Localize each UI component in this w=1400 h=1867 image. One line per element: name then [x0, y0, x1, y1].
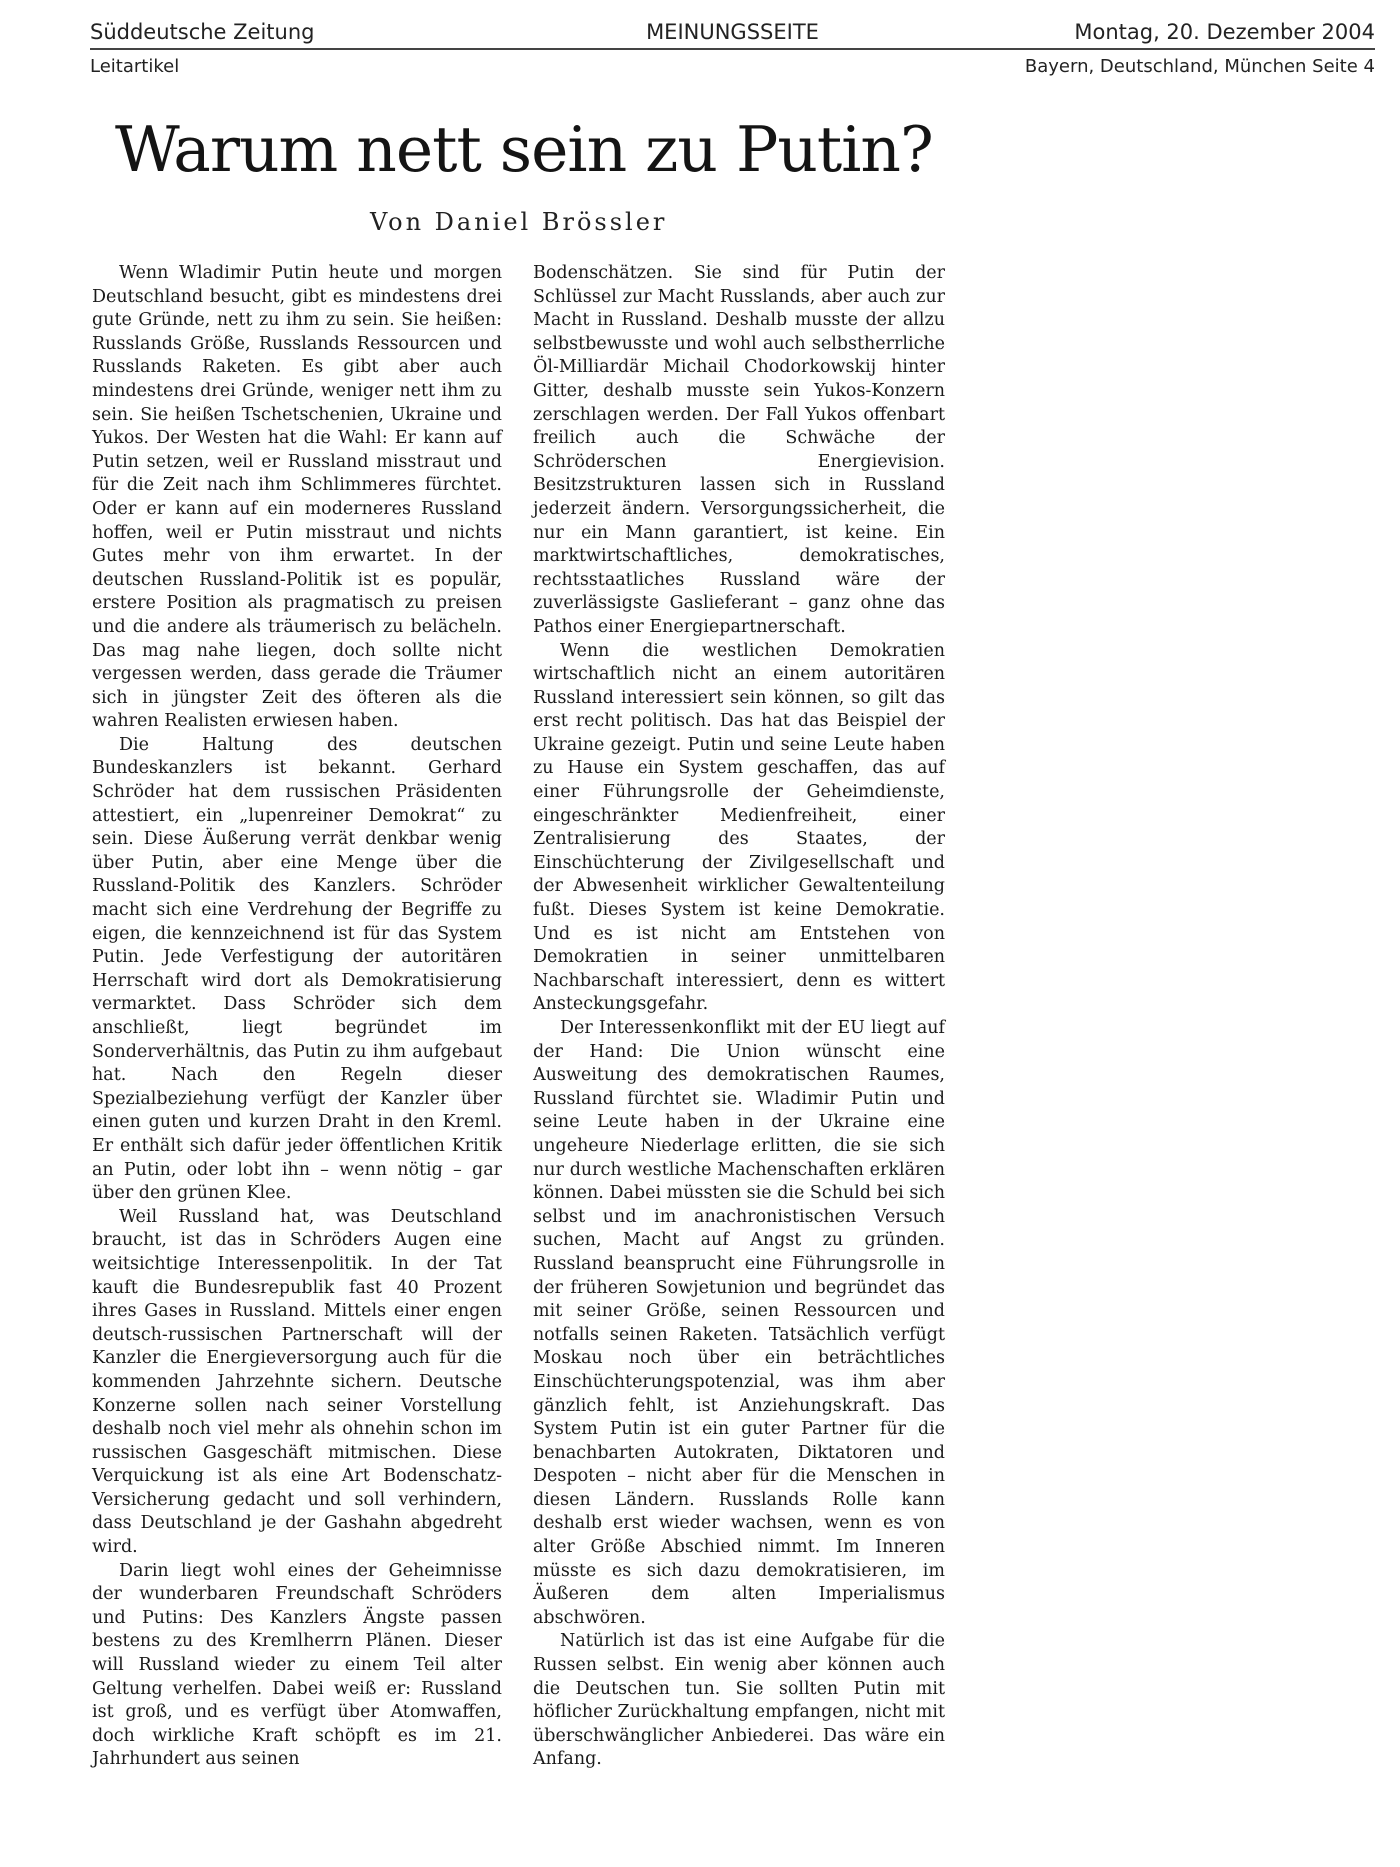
article-paragraph: Natürlich ist das ist eine Aufgabe für die Russen selbst. Ein wenig aber können auch die Deutschen tun. Sie sollten Putin mit höflicher Zurückhaltung empfangen, nicht mit überschwänglicher Anbiederei. Das wäre ein Anfang. — [533, 1631, 945, 1770]
newspaper-name: Süddeutsche Zeitung — [90, 20, 315, 44]
article-paragraph: Die Haltung des deutschen Bundeskanzlers ist bekannt. Gerhard Schröder hat dem russischen Präsidenten attestiert, ein „lupenreiner Demokrat“ zu sein. Diese Äußerung verrät denkbar wenig über Putin, aber eine Menge über die Russland-Politik des Kanzlers. Schröder macht sich eine Verdrehung der Begriffe zu eigen, die kennzeichnend ist für das System Putin. Jede Verfestigung der autoritären Herrschaft wird dort als Demokratisierung vermarktet. Dass Schröder sich dem anschließt, liegt begründet im Sonderverhältnis, das Putin zu ihm aufgebaut hat. Nach den Regeln dieser Spezialbeziehung verfügt der Kanzler über einen guten und kurzen Draht in den Kreml. Er enthält sich dafür jeder öffentlichen Kritik an Putin, oder lobt ihn – wenn nötig – gar über den grünen Klee. — [92, 734, 502, 1204]
article-paragraph: Wenn Wladimir Putin heute und morgen Deutschland besucht, gibt es mindestens drei gute Gründe, nett zu ihm zu sein. Sie heißen: Russlands Größe, Russlands Ressourcen und Russlands Raketen. Es gibt aber auch mindestens drei Gründe, weniger nett ihm zu sein. Sie heißen Tschetschenien, Ukraine und Yukos. Der Westen hat die Wahl: Er kann auf Putin setzen, weil er Russland misstraut und für die Zeit nach ihm Schlimmeres fürchtet. Oder er kann auf ein moderneres Russland hoffen, weil er Putin misstraut und nichts Gutes mehr von ihm erwartet. In der deutschen Russland-Politik ist es populär, erstere Position als pragmatisch zu preisen und die andere als träumerisch zu belächeln. Das mag nahe liegen, doch sollte nicht vergessen werden, dass gerade die Träumer sich in jüngster Zeit des öfteren als die wahren Realisten erwiesen haben. — [92, 263, 502, 732]
article-paragraph: Bodenschätzen. Sie sind für Putin der Schlüssel zur Macht Russlands, aber auch zur Macht in Russland. Deshalb musste der allzu selbstbewusste und wohl auch selbstherrliche Öl-Milliardär Michail Chodorkowskij hinter Gitter, deshalb musste sein Yukos-Konzern zerschlagen werden. Der Fall Yukos offenbart freilich auch die Schwäche der Schröderschen Energievision. Besitzstrukturen lassen sich in Russland jederzeit ändern. Versorgungssicherheit, die nur ein Mann garantiert, ist keine. Ein marktwirtschaftliches, demokratisches, rechtsstaatliches Russland wäre der zuverlässigste Gaslieferant – ganz ohne das Pathos einer Energiepartnerschaft. — [533, 263, 945, 637]
article-paragraph: Darin liegt wohl eines der Geheimnisse der wunderbaren Freundschaft Schröders und Putins: Des Kanzlers Ängste passen bestens zu des Kremlherrn Plänen. Dieser will Russland wieder zu einem Teil alter Geltung verhelfen. Dabei weiß er: Russland ist groß, und es verfügt über Atomwaffen, doch wirkliche Kraft schöpft es im 21. Jahrhundert aus seinen — [92, 1560, 502, 1770]
header-rule — [90, 48, 1375, 50]
rubric-label: Leitartikel — [90, 56, 180, 77]
article-paragraph: Wenn die westlichen Demokratien wirtschaftlich nicht an einem autoritären Russland interessiert sein können, so gilt das erst recht politisch. Das hat das Beispiel der Ukraine gezeigt. Putin und seine Leute haben zu Hause ein System geschaffen, das auf einer Führungsrolle der Geheimdienste, eingeschränkter Medienfreiheit, einer Zentralisierung des Staates, der Einschüchterung der Zivilgesellschaft und der Abwesenheit wirklicher Gewaltenteilung fußt. Dieses System ist keine Demokratie. Und es ist nicht am Entstehen von Demokratien in seiner unmittelbaren Nachbarschaft interessiert, denn es wittert Ansteckungsgefahr. — [533, 640, 945, 1015]
edition-info: Bayern, Deutschland, München Seite 4 — [1024, 56, 1375, 77]
article-column-1 — [92, 262, 502, 1772]
article-byline: Von Daniel Brössler — [370, 208, 668, 236]
article-column-2 — [533, 262, 945, 1772]
article-paragraph: Der Interessenkonflikt mit der EU liegt auf der Hand: Die Union wünscht eine Ausweitung des demokratischen Raumes, Russland fürchtet sie. Wladimir Putin und seine Leute haben in der Ukraine eine ungeheure Niederlage erlitten, die sie sich nur durch westliche Machenschaften erklären können. Dabei müssten sie die Schuld bei sich selbst und im anachronistischen Versuch suchen, Macht auf Angst zu gründen. Russland beansprucht eine Führungsrolle in der früheren Sowjetunion und begründet das mit seiner Größe, seinen Ressourcen und notfalls seinen Raketen. Tatsächlich verfügt Moskau noch über ein beträchtliches Einschüchterungspotenzial, was ihm aber gänzlich fehlt, ist Anziehungskraft. Das System Putin ist ein guter Partner für die benachbarten Autokraten, Diktatoren und Despoten – nicht aber für die Menschen in diesen Ländern. Russlands Rolle kann deshalb erst wieder wachsen, wenn es von alter Größe Abschied nimmt. Im Inneren müsste es sich dazu demokratisieren, im Äußeren dem alten Imperialismus abschwören. — [533, 1018, 945, 1628]
section-name: MEINUNGSSEITE — [646, 20, 819, 44]
publication-date: Montag, 20. Dezember 2004 — [1074, 20, 1375, 44]
article-paragraph: Weil Russland hat, was Deutschland braucht, ist das in Schröders Augen eine weitsichtige Interessenpolitik. In der Tat kauft die Bundesrepublik fast 40 Prozent ihres Gases in Russland. Mittels einer engen deutsch-russischen Partnerschaft will der Kanzler die Energieversorgung auch für die kommenden Jahrzehnte sichern. Deutsche Konzerne sollen nach seiner Vorstellung deshalb noch viel mehr als ohnehin schon im russischen Gasgeschäft mitmischen. Diese Verquickung ist als eine Art Bodenschatz-Versicherung gedacht und soll verhindern, dass Deutschland je der Gashahn abgedreht wird. — [92, 1206, 502, 1558]
article-headline: Warum nett sein zu Putin? — [115, 113, 933, 186]
subheader-row — [90, 56, 1375, 80]
masthead-row — [90, 20, 1375, 46]
